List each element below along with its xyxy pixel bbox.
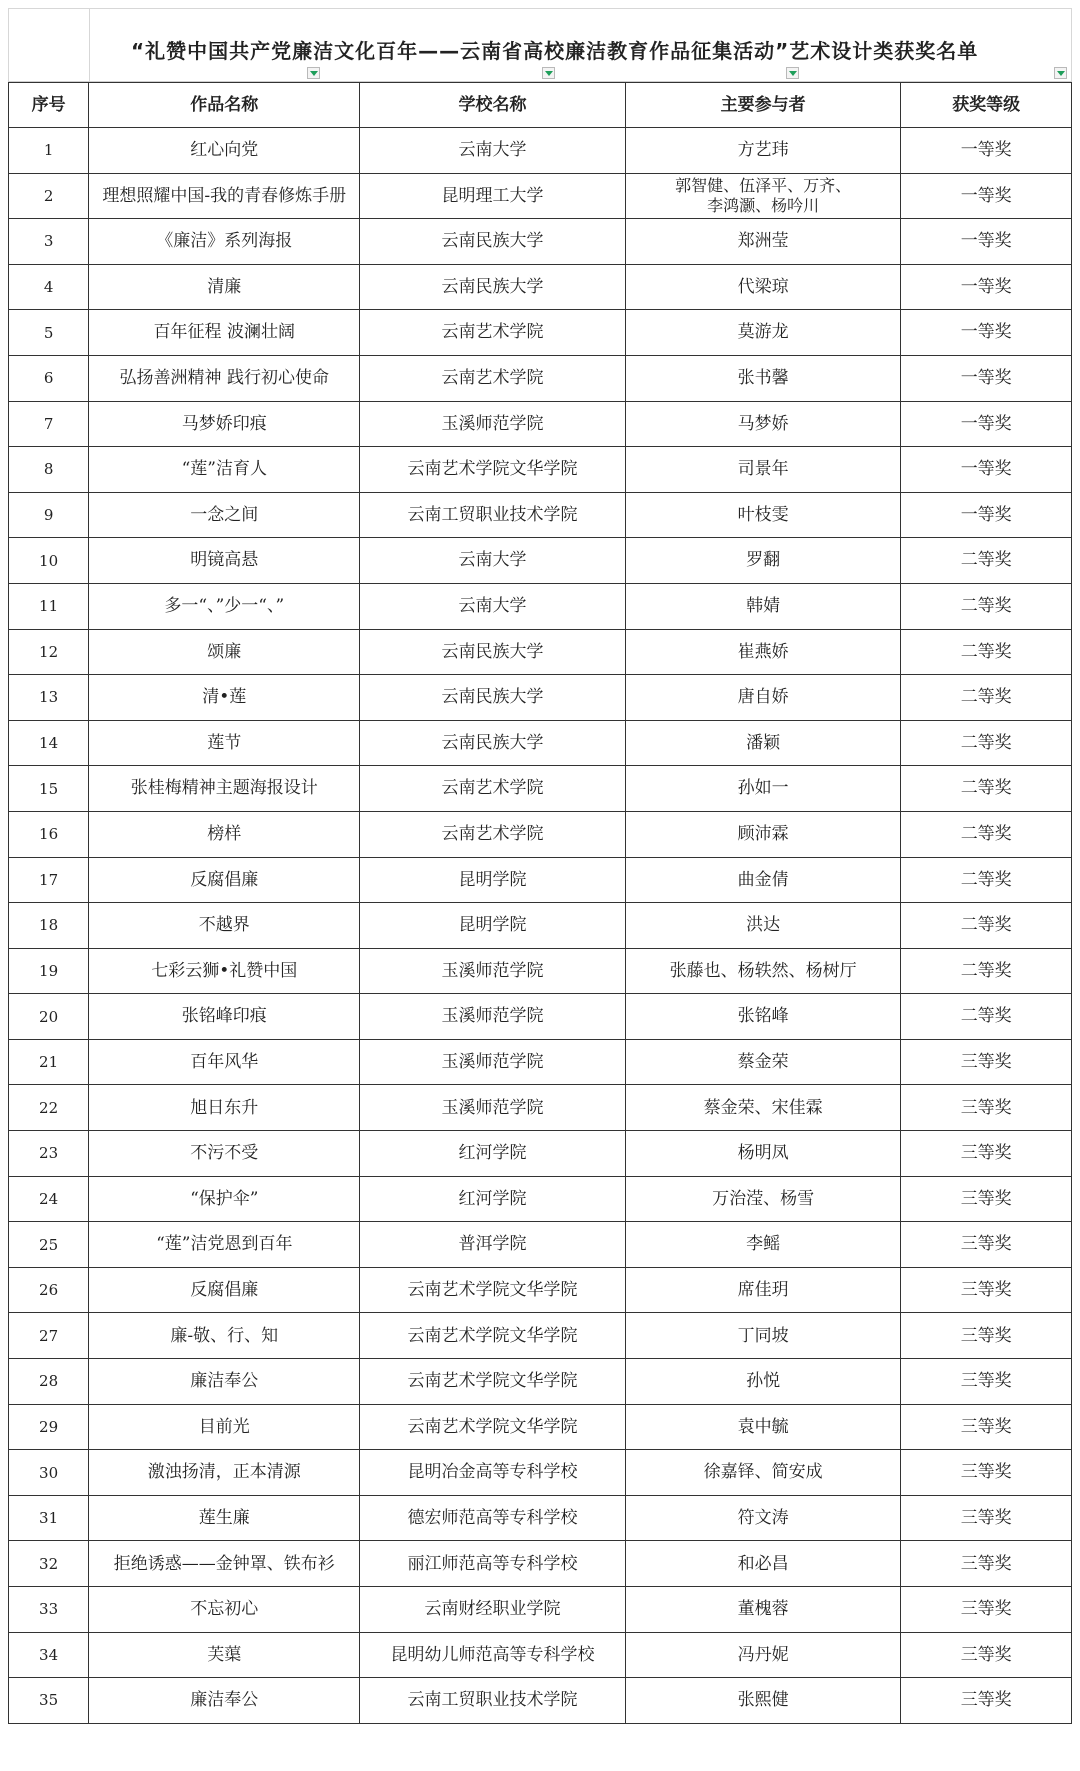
filter-dropdown-icon[interactable]	[542, 67, 555, 79]
participants-cell: 张熙健	[625, 1678, 901, 1724]
row-index-cell: 26	[9, 1267, 89, 1313]
row-index-cell: 31	[9, 1495, 89, 1541]
row-index-cell: 24	[9, 1176, 89, 1222]
row-index-cell: 15	[9, 766, 89, 812]
award-level-cell: 一等奖	[901, 128, 1072, 174]
participants-cell: 丁同坡	[625, 1313, 901, 1359]
participants-cell: 曲金倩	[625, 857, 901, 903]
row-index-cell: 12	[9, 629, 89, 675]
participants-cell: 洪达	[625, 903, 901, 949]
school-name-cell: 德宏师范高等专科学校	[360, 1495, 625, 1541]
awards-table	[8, 82, 1072, 1724]
school-name-cell: 云南艺术学院文华学院	[360, 1404, 625, 1450]
participants-cell: 代梁琼	[625, 264, 901, 310]
row-index-cell: 1	[9, 128, 89, 174]
school-name-cell: 云南大学	[360, 538, 625, 584]
table-row	[9, 447, 1072, 493]
work-name-cell: 马梦娇印痕	[89, 401, 360, 447]
participants-cell: 潘颖	[625, 720, 901, 766]
table-row	[9, 1541, 1072, 1587]
row-index-cell: 20	[9, 994, 89, 1040]
participants-cell: 李鳐	[625, 1222, 901, 1268]
participants-cell: 冯丹妮	[625, 1632, 901, 1678]
row-index-cell: 11	[9, 583, 89, 629]
school-name-cell: 云南财经职业学院	[360, 1587, 625, 1633]
row-index-cell: 10	[9, 538, 89, 584]
work-name-cell: 百年征程 波澜壮阔	[89, 310, 360, 356]
work-name-cell: 弘扬善洲精神 践行初心使命	[89, 355, 360, 401]
award-level-cell: 三等奖	[901, 1632, 1072, 1678]
award-level-cell: 三等奖	[901, 1039, 1072, 1085]
award-level-cell: 一等奖	[901, 355, 1072, 401]
table-row	[9, 1222, 1072, 1268]
award-level-cell: 一等奖	[901, 310, 1072, 356]
participants-cell: 马梦娇	[625, 401, 901, 447]
school-name-cell: 云南工贸职业技术学院	[360, 1678, 625, 1724]
participants-cell: 符文涛	[625, 1495, 901, 1541]
award-level-cell: 三等奖	[901, 1450, 1072, 1496]
school-name-cell: 昆明理工大学	[360, 173, 625, 219]
participants-cell: 蔡金荣、宋佳霖	[625, 1085, 901, 1131]
column-header-participants: 主要参与者	[625, 83, 901, 128]
work-name-cell: 不忘初心	[89, 1587, 360, 1633]
header-row	[9, 83, 1072, 128]
work-name-cell: 目前光	[89, 1404, 360, 1450]
award-level-cell: 二等奖	[901, 903, 1072, 949]
table-row	[9, 128, 1072, 174]
school-name-cell: 红河学院	[360, 1131, 625, 1177]
school-name-cell: 云南艺术学院文华学院	[360, 1267, 625, 1313]
school-name-cell: 云南民族大学	[360, 675, 625, 721]
table-row	[9, 264, 1072, 310]
award-level-cell: 三等奖	[901, 1541, 1072, 1587]
school-name-cell: 云南民族大学	[360, 219, 625, 265]
participants-cell: 韩婧	[625, 583, 901, 629]
table-row	[9, 720, 1072, 766]
table-row	[9, 1085, 1072, 1131]
row-index-cell: 4	[9, 264, 89, 310]
table-body	[9, 128, 1072, 1724]
row-index-cell: 22	[9, 1085, 89, 1131]
table-row	[9, 492, 1072, 538]
work-name-cell: 一念之间	[89, 492, 360, 538]
sheet-title: “礼赞中国共产党廉洁文化百年——云南省高校廉洁教育作品征集活动”艺术设计类获奖名单	[131, 39, 979, 63]
award-level-cell: 一等奖	[901, 492, 1072, 538]
row-index-cell: 21	[9, 1039, 89, 1085]
participants-cell: 万治滢、杨雪	[625, 1176, 901, 1222]
table-row	[9, 219, 1072, 265]
work-name-cell: 反腐倡廉	[89, 1267, 360, 1313]
participants-cell: 蔡金荣	[625, 1039, 901, 1085]
participants-cell: 席佳玥	[625, 1267, 901, 1313]
table-row	[9, 310, 1072, 356]
school-name-cell: 云南民族大学	[360, 720, 625, 766]
participants-cell: 孙悦	[625, 1359, 901, 1405]
row-index-cell: 6	[9, 355, 89, 401]
participants-cell: 崔燕娇	[625, 629, 901, 675]
participants-cell: 张藤也、杨轶然、杨树厅	[625, 948, 901, 994]
table-row	[9, 1131, 1072, 1177]
table-row	[9, 766, 1072, 812]
school-name-cell: 玉溪师范学院	[360, 1085, 625, 1131]
table-row	[9, 994, 1072, 1040]
row-index-cell: 16	[9, 811, 89, 857]
school-name-cell: 云南大学	[360, 583, 625, 629]
school-name-cell: 云南艺术学院	[360, 811, 625, 857]
work-name-cell: 廉洁奉公	[89, 1678, 360, 1724]
school-name-cell: 昆明幼儿师范高等专科学校	[360, 1632, 625, 1678]
participants-cell: 和必昌	[625, 1541, 901, 1587]
work-name-cell: 理想照耀中国-我的青春修炼手册	[89, 173, 360, 219]
participants-cell: 张铭峰	[625, 994, 901, 1040]
table-row	[9, 903, 1072, 949]
award-level-cell: 三等奖	[901, 1495, 1072, 1541]
school-name-cell: 玉溪师范学院	[360, 401, 625, 447]
row-index-cell: 33	[9, 1587, 89, 1633]
school-name-cell: 云南艺术学院文华学院	[360, 1313, 625, 1359]
row-index-cell: 28	[9, 1359, 89, 1405]
award-level-cell: 一等奖	[901, 219, 1072, 265]
column-header-award: 获奖等级	[901, 83, 1072, 128]
column-header-index: 序号	[9, 83, 89, 128]
school-name-cell: 玉溪师范学院	[360, 994, 625, 1040]
award-level-cell: 三等奖	[901, 1176, 1072, 1222]
row-index-cell: 19	[9, 948, 89, 994]
row-index-cell: 5	[9, 310, 89, 356]
table-row	[9, 948, 1072, 994]
row-index-cell: 30	[9, 1450, 89, 1496]
work-name-cell: 不污不受	[89, 1131, 360, 1177]
work-name-cell: 清•莲	[89, 675, 360, 721]
school-name-cell: 丽江师范高等专科学校	[360, 1541, 625, 1587]
award-level-cell: 二等奖	[901, 583, 1072, 629]
work-name-cell: “莲”洁育人	[89, 447, 360, 493]
work-name-cell: 七彩云狮•礼赞中国	[89, 948, 360, 994]
row-index-cell: 7	[9, 401, 89, 447]
award-level-cell: 三等奖	[901, 1587, 1072, 1633]
work-name-cell: 红心向党	[89, 128, 360, 174]
work-name-cell: 清廉	[89, 264, 360, 310]
award-level-cell: 三等奖	[901, 1313, 1072, 1359]
table-row	[9, 629, 1072, 675]
row-index-cell: 14	[9, 720, 89, 766]
row-index-cell: 13	[9, 675, 89, 721]
table-row	[9, 675, 1072, 721]
participants-cell: 莫游龙	[625, 310, 901, 356]
school-name-cell: 云南艺术学院	[360, 355, 625, 401]
school-name-cell: 云南民族大学	[360, 264, 625, 310]
award-level-cell: 二等奖	[901, 994, 1072, 1040]
work-name-cell: 不越界	[89, 903, 360, 949]
table-row	[9, 355, 1072, 401]
table-row	[9, 1404, 1072, 1450]
work-name-cell: 百年风华	[89, 1039, 360, 1085]
work-name-cell: 张桂梅精神主题海报设计	[89, 766, 360, 812]
work-name-cell: 拒绝诱惑——金钟罩、铁布衫	[89, 1541, 360, 1587]
award-level-cell: 二等奖	[901, 538, 1072, 584]
award-level-cell: 二等奖	[901, 629, 1072, 675]
work-name-cell: 莲节	[89, 720, 360, 766]
title-empty-cell	[9, 9, 90, 81]
award-level-cell: 三等奖	[901, 1267, 1072, 1313]
filter-dropdown-icon[interactable]	[1054, 67, 1067, 79]
school-name-cell: 云南艺术学院文华学院	[360, 1359, 625, 1405]
table-row	[9, 1495, 1072, 1541]
award-level-cell: 二等奖	[901, 857, 1072, 903]
table-row	[9, 1039, 1072, 1085]
award-level-cell: 一等奖	[901, 173, 1072, 219]
row-index-cell: 25	[9, 1222, 89, 1268]
table-row	[9, 583, 1072, 629]
work-name-cell: 张铭峰印痕	[89, 994, 360, 1040]
row-index-cell: 17	[9, 857, 89, 903]
award-level-cell: 三等奖	[901, 1359, 1072, 1405]
school-name-cell: 昆明冶金高等专科学校	[360, 1450, 625, 1496]
participants-cell: 方艺玮	[625, 128, 901, 174]
row-index-cell: 18	[9, 903, 89, 949]
work-name-cell: 芙蕖	[89, 1632, 360, 1678]
award-level-cell: 一等奖	[901, 264, 1072, 310]
work-name-cell: 颂廉	[89, 629, 360, 675]
table-row	[9, 1587, 1072, 1633]
column-header-work: 作品名称	[89, 83, 360, 128]
school-name-cell: 玉溪师范学院	[360, 948, 625, 994]
work-name-cell: 多一“、”少一“、”	[89, 583, 360, 629]
column-header-school: 学校名称	[360, 83, 625, 128]
award-level-cell: 二等奖	[901, 948, 1072, 994]
table-row	[9, 1267, 1072, 1313]
table-row	[9, 1313, 1072, 1359]
row-index-cell: 34	[9, 1632, 89, 1678]
award-level-cell: 一等奖	[901, 401, 1072, 447]
participants-cell: 徐嘉铎、简安成	[625, 1450, 901, 1496]
participants-cell: 司景年	[625, 447, 901, 493]
participants-cell: 罗翻	[625, 538, 901, 584]
title-row	[8, 8, 1072, 82]
row-index-cell: 2	[9, 173, 89, 219]
table-row	[9, 173, 1072, 219]
row-index-cell: 35	[9, 1678, 89, 1724]
filter-dropdown-icon[interactable]	[786, 67, 799, 79]
award-level-cell: 一等奖	[901, 447, 1072, 493]
award-level-cell: 三等奖	[901, 1678, 1072, 1724]
row-index-cell: 29	[9, 1404, 89, 1450]
table-row	[9, 1678, 1072, 1724]
school-name-cell: 云南艺术学院	[360, 310, 625, 356]
award-level-cell: 三等奖	[901, 1404, 1072, 1450]
table-row	[9, 1450, 1072, 1496]
work-name-cell: 激浊扬清，正本清源	[89, 1450, 360, 1496]
participants-cell: 唐自娇	[625, 675, 901, 721]
participants-cell: 顾沛霖	[625, 811, 901, 857]
participants-cell: 袁中毓	[625, 1404, 901, 1450]
participants-cell: 杨明凤	[625, 1131, 901, 1177]
work-name-cell: 旭日东升	[89, 1085, 360, 1131]
school-name-cell: 红河学院	[360, 1176, 625, 1222]
participants-cell: 孙如一	[625, 766, 901, 812]
participants-cell: 叶枝雯	[625, 492, 901, 538]
table-row	[9, 538, 1072, 584]
work-name-cell: 反腐倡廉	[89, 857, 360, 903]
work-name-cell: 廉洁奉公	[89, 1359, 360, 1405]
school-name-cell: 普洱学院	[360, 1222, 625, 1268]
school-name-cell: 云南艺术学院	[360, 766, 625, 812]
work-name-cell: 明镜高悬	[89, 538, 360, 584]
participants-cell: 郭智健、伍泽平、万齐、 李鸿灏、杨吟川	[625, 173, 901, 219]
award-level-cell: 二等奖	[901, 811, 1072, 857]
table-row	[9, 1632, 1072, 1678]
row-index-cell: 27	[9, 1313, 89, 1359]
work-name-cell: 莲生廉	[89, 1495, 360, 1541]
table-row	[9, 1359, 1072, 1405]
award-level-cell: 三等奖	[901, 1222, 1072, 1268]
work-name-cell: “莲”洁党恩到百年	[89, 1222, 360, 1268]
work-name-cell: 榜样	[89, 811, 360, 857]
school-name-cell: 云南民族大学	[360, 629, 625, 675]
award-level-cell: 二等奖	[901, 675, 1072, 721]
row-index-cell: 32	[9, 1541, 89, 1587]
school-name-cell: 昆明学院	[360, 857, 625, 903]
award-level-cell: 三等奖	[901, 1131, 1072, 1177]
work-name-cell: 《廉洁》系列海报	[89, 219, 360, 265]
school-name-cell: 云南工贸职业技术学院	[360, 492, 625, 538]
award-level-cell: 三等奖	[901, 1085, 1072, 1131]
award-level-cell: 二等奖	[901, 766, 1072, 812]
school-name-cell: 云南艺术学院文华学院	[360, 447, 625, 493]
row-index-cell: 23	[9, 1131, 89, 1177]
school-name-cell: 玉溪师范学院	[360, 1039, 625, 1085]
school-name-cell: 昆明学院	[360, 903, 625, 949]
table-row	[9, 1176, 1072, 1222]
work-name-cell: “保护伞”	[89, 1176, 360, 1222]
spreadsheet	[8, 8, 1072, 1724]
award-level-cell: 二等奖	[901, 720, 1072, 766]
school-name-cell: 云南大学	[360, 128, 625, 174]
work-name-cell: 廉-敬、行、知	[89, 1313, 360, 1359]
row-index-cell: 3	[9, 219, 89, 265]
row-index-cell: 9	[9, 492, 89, 538]
participants-cell: 董槐蓉	[625, 1587, 901, 1633]
filter-dropdown-icon[interactable]	[307, 67, 320, 79]
table-row	[9, 401, 1072, 447]
row-index-cell: 8	[9, 447, 89, 493]
table-row	[9, 857, 1072, 903]
participants-cell: 张书馨	[625, 355, 901, 401]
participants-cell: 郑洲莹	[625, 219, 901, 265]
table-row	[9, 811, 1072, 857]
